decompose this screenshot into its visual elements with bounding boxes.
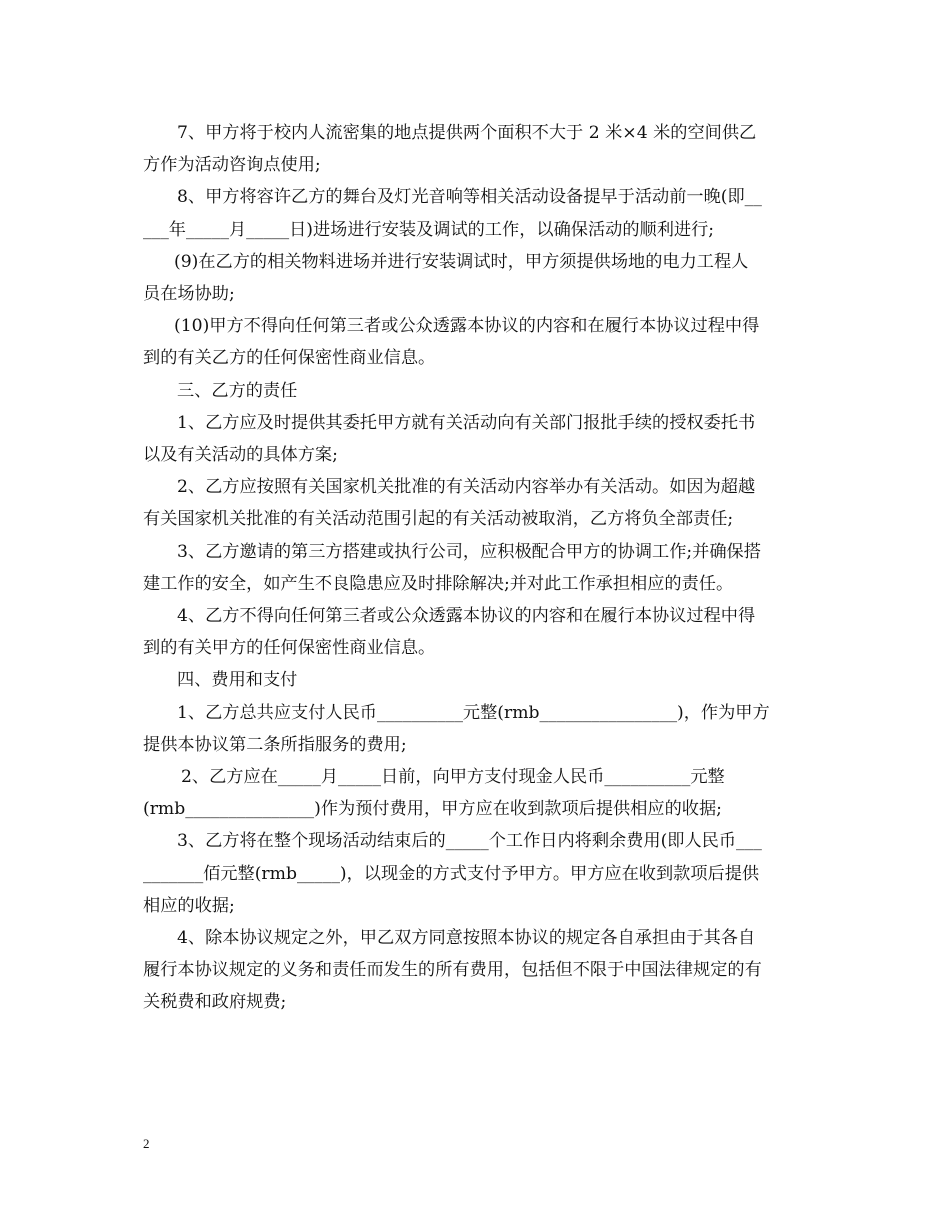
paragraph-line: 相应的收据; xyxy=(143,895,235,916)
paragraph-line: 关税费和政府规费; xyxy=(143,992,287,1013)
paragraph-line: 以及有关活动的具体方案; xyxy=(143,445,338,466)
paragraph-line: 到的有关乙方的任何保密性商业信息。 xyxy=(143,348,436,369)
paragraph-line: 7、甲方将于校内人流密集的地点提供两个面积不大于 2 米×4 米的空间供乙 xyxy=(177,123,757,143)
paragraph-line: 三、乙方的责任 xyxy=(177,380,298,401)
paragraph xyxy=(143,471,815,535)
paragraph xyxy=(143,825,815,922)
paragraph xyxy=(143,246,815,310)
paragraph xyxy=(143,697,815,761)
paragraph-line: 3、乙方邀请的第三方搭建或执行公司，应积极配合甲方的协调工作;并确保搭 xyxy=(177,541,761,562)
paragraph-line: 到的有关甲方的任何保密性商业信息。 xyxy=(143,638,436,659)
paragraph-line: 1、乙方应及时提供其委托甲方就有关活动向有关部门报批手续的授权委托书 xyxy=(177,412,756,433)
paragraph-line: (9)在乙方的相关物料进场并进行安装调试时，甲方须提供场地的电力工程人 xyxy=(174,251,749,272)
paragraph-line: 2、乙方应在_____月_____日前，向甲方支付现金人民币__________元整 xyxy=(181,767,725,788)
paragraph-line: 4、乙方不得向任何第三者或公众透露本协议的内容和在履行本协议过程中得 xyxy=(177,606,756,627)
paragraph xyxy=(143,407,815,471)
paragraph-line: 方作为活动咨询点使用; xyxy=(143,155,321,176)
paragraph xyxy=(143,536,815,600)
paragraph xyxy=(143,181,815,245)
paragraph-line: (rmb_______________)作为预付费用，甲方应在收到款项后提供相应的收据; xyxy=(143,799,722,820)
paragraph-line: 提供本协议第二条所指服务的费用; xyxy=(143,734,407,755)
paragraph-line: 四、费用和支付 xyxy=(177,670,298,691)
paragraph-line: 员在场协助; xyxy=(143,284,235,305)
paragraph-line: (10)甲方不得向任何第三者或公众透露本协议的内容和在履行本协议过程中得 xyxy=(174,316,760,337)
paragraph xyxy=(143,117,815,181)
paragraph xyxy=(143,310,815,374)
paragraph-line: 3、乙方将在整个现场活动结束后的_____个工作日内将剩余费用(即人民币___ xyxy=(177,831,762,852)
paragraph-line: 履行本协议规定的义务和责任而发生的所有费用，包括但不限于中国法律规定的有 xyxy=(143,960,762,981)
paragraph-line: 1、乙方总共应支付人民币__________元整(rmb________________)，作为甲方 xyxy=(177,702,770,723)
page-number: 2 xyxy=(143,1136,150,1151)
paragraph-line: 4、除本协议规定之外，甲乙双方同意按照本协议的规定各自承担由于其各自 xyxy=(177,928,756,949)
paragraph-line: 8、甲方将容许乙方的舞台及灯光音响等相关活动设备提早于活动前一晚(即__ xyxy=(177,187,762,208)
paragraph-line: 2、乙方应按照有关国家机关批准的有关活动内容举办有关活动。如因为超越 xyxy=(177,477,756,498)
paragraph-line: 建工作的安全，如产生不良隐患应及时排除解决;并对此工作承担相应的责任。 xyxy=(143,573,734,594)
paragraph-line: ___年_____月_____日)进场进行安装及调试的工作，以确保活动的顺利进行; xyxy=(143,219,715,240)
paragraph xyxy=(143,600,815,664)
document-body xyxy=(143,117,815,1019)
paragraph xyxy=(143,761,815,825)
paragraph-line: _______佰元整(rmb_____)，以现金的方式支付予甲方。甲方应在收到款项后提供 xyxy=(143,863,760,884)
paragraph xyxy=(143,922,815,1019)
paragraph xyxy=(143,375,815,407)
paragraph xyxy=(143,664,815,696)
paragraph-line: 有关国家机关批准的有关活动范围引起的有关活动被取消，乙方将负全部责任; xyxy=(143,509,734,530)
